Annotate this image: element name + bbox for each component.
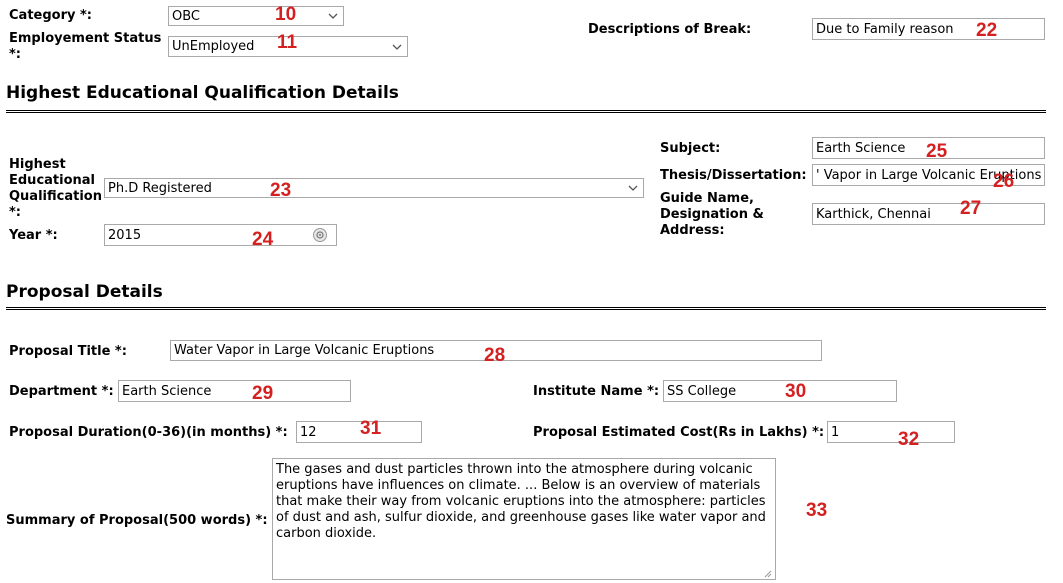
annotation-10: 10 bbox=[275, 4, 297, 25]
category-select[interactable] bbox=[168, 6, 344, 26]
resize-handle-icon[interactable] bbox=[762, 567, 772, 577]
year-value: 2015 bbox=[108, 227, 142, 243]
annotation-28: 28 bbox=[484, 345, 506, 366]
guide-input[interactable] bbox=[812, 203, 1045, 225]
proposal-title-label: Proposal Title *: bbox=[9, 344, 127, 359]
section-divider bbox=[6, 110, 1046, 113]
employment-label: Employement Status *: bbox=[9, 31, 162, 62]
annotation-32: 32 bbox=[898, 429, 920, 450]
annotation-29: 29 bbox=[252, 383, 274, 404]
proposal-section-title: Proposal Details bbox=[6, 282, 163, 302]
annotation-23: 23 bbox=[270, 180, 292, 201]
department-input[interactable] bbox=[118, 380, 351, 402]
employment-value: UnEmployed bbox=[172, 39, 255, 54]
institute-input[interactable] bbox=[663, 380, 897, 402]
annotation-11: 11 bbox=[277, 32, 298, 53]
institute-label: Institute Name *: bbox=[533, 384, 660, 399]
chevron-down-icon bbox=[628, 183, 638, 193]
annotation-25: 25 bbox=[926, 141, 948, 162]
qualification-select[interactable] bbox=[104, 178, 644, 198]
annotation-33: 33 bbox=[806, 500, 828, 521]
summary-label: Summary of Proposal(500 words) *: bbox=[6, 513, 268, 528]
chevron-down-icon bbox=[392, 42, 402, 52]
subject-label: Subject: bbox=[660, 141, 721, 156]
education-section-title: Highest Educational Qualification Details bbox=[6, 83, 399, 103]
duration-input[interactable] bbox=[296, 421, 422, 443]
category-label: Category *: bbox=[9, 8, 92, 23]
year-label: Year *: bbox=[9, 228, 58, 243]
annotation-30: 30 bbox=[785, 381, 807, 402]
category-value: OBC bbox=[172, 8, 200, 24]
annotation-24: 24 bbox=[252, 229, 274, 250]
annotation-22: 22 bbox=[976, 20, 998, 41]
chevron-down-icon bbox=[328, 11, 338, 21]
annotation-31: 31 bbox=[360, 418, 382, 439]
department-label: Department *: bbox=[9, 384, 114, 399]
annotation-27: 27 bbox=[960, 198, 982, 219]
summary-textarea[interactable] bbox=[272, 458, 776, 580]
break-description-label: Descriptions of Break: bbox=[588, 22, 752, 37]
cost-input[interactable] bbox=[827, 421, 955, 443]
cost-label: Proposal Estimated Cost(Rs in Lakhs) *: bbox=[533, 425, 825, 440]
thesis-label: Thesis/Dissertation: bbox=[660, 168, 807, 183]
annotation-26: 26 bbox=[993, 171, 1015, 192]
qualification-label: Highest Educational Qualification *: bbox=[9, 157, 102, 220]
guide-label: Guide Name, Designation & Address: bbox=[660, 191, 764, 238]
date-picker-icon[interactable] bbox=[312, 227, 328, 243]
qualification-value: Ph.D Registered bbox=[108, 180, 212, 196]
section-divider bbox=[6, 307, 1046, 310]
year-input[interactable] bbox=[104, 224, 337, 246]
break-description-input[interactable] bbox=[812, 18, 1045, 40]
duration-label: Proposal Duration(0-36)(in months) *: bbox=[9, 425, 288, 440]
